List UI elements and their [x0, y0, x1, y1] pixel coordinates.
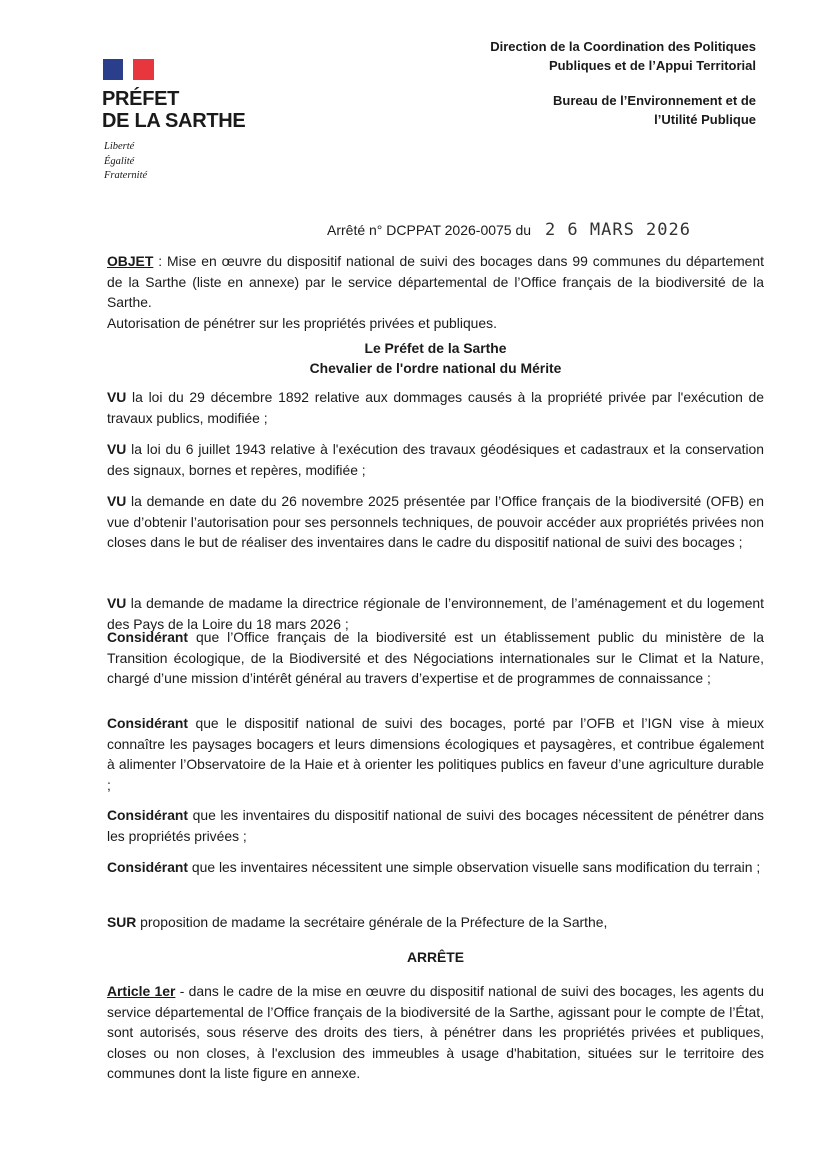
considerant-text: que l’Office français de la biodiversité est un établissement public du ministère de la Transition écologique, de la Biodiversité et des Négociations internationales sur le Climat et la Nature, chargé d’une mission d’intérêt général au travers d’expertise et de programmes de connaissance ; [107, 629, 764, 686]
considerant-4 [107, 857, 764, 878]
considerant-text: que les inventaires nécessitent une simple observation visuelle sans modification du terrain ; [188, 859, 761, 875]
arrete-number: Arrêté n° DCPPAT 2026-0075 du [327, 222, 532, 238]
arrete-title [327, 220, 691, 240]
visa-2 [107, 439, 764, 480]
visa-keyword: VU [107, 595, 127, 611]
direction-heading [490, 37, 756, 75]
prefet-line2: DE LA SARTHE [102, 110, 246, 132]
bureau-line2: l’Utilité Publique [654, 112, 756, 127]
devise [104, 140, 147, 184]
considerant-keyword: Considérant [107, 629, 189, 645]
bureau-line1: Bureau de l’Environnement et de [553, 93, 756, 108]
signatory-title: Le Préfet de la Sarthe [364, 340, 507, 356]
objet-label: OBJET [107, 253, 154, 269]
signatory [107, 338, 764, 378]
visa-3 [107, 491, 764, 553]
sur-proposition [107, 912, 764, 933]
visa-keyword: VU [107, 493, 127, 509]
prefet-line1: PRÉFET [102, 88, 180, 110]
considerant-1 [107, 627, 764, 689]
bureau-heading [553, 91, 756, 129]
visa-1 [107, 387, 764, 428]
visa-text: la loi du 29 décembre 1892 relative aux dommages causés à la propriété privée par l'exécution de travaux publics, modifiée ; [107, 389, 764, 426]
considerant-text: que les inventaires du dispositif national de suivi des bocages nécessitent de pénétrer dans les propriétés privées ; [107, 807, 764, 844]
marianne-logo [103, 59, 154, 80]
date-stamp: 2 6 MARS 2026 [544, 220, 691, 240]
article-1 [107, 981, 764, 1084]
considerant-keyword: Considérant [107, 715, 189, 731]
devise-fraternite: Fraternité [104, 170, 148, 181]
objet-line2: Autorisation de pénétrer sur les propriétés privées et publiques. [107, 314, 497, 331]
sur-text: proposition de madame la secrétaire générale de la Préfecture de la Sarthe, [136, 914, 608, 930]
article-1-label: Article 1er [107, 983, 176, 999]
visa-keyword: VU [107, 441, 127, 457]
visa-text: la loi du 6 juillet 1943 relative à l'exécution des travaux géodésiques et cadastraux et la conservation des signaux, bornes et repères, modifiée ; [107, 441, 764, 478]
sur-keyword: SUR [107, 914, 137, 930]
devise-liberte: Liberté [104, 141, 135, 152]
visa-keyword: VU [107, 389, 127, 405]
signatory-distinction: Chevalier de l'ordre national du Mérite [309, 360, 562, 376]
direction-line2: Publiques et de l’Appui Territorial [548, 58, 756, 73]
direction-line1: Direction de la Coordination des Politiques [490, 39, 756, 54]
devise-egalite: Égalité [104, 155, 135, 167]
article-1-text: - dans le cadre de la mise en œuvre du dispositif national de suivi des bocages, les agents du service départemental de l’Office français de la biodiversité de la Sarthe, agissant pour le compte de l’État, sont autorisés, sous réserve des droits des tiers, à pénétrer dans les propriétés privées et publiques, closes ou non closes, à l'exclusion des immeubles à usage d'habitation, situées sur le territoire des communes dont la liste figure en annexe. [107, 983, 764, 1081]
considerant-2 [107, 713, 764, 795]
considerant-text: que le dispositif national de suivi des bocages, porté par l’OFB et l’IGN vise à mieux connaître les paysages bocagers et leurs dimensions écologiques et paysagères, et contribue également à alimenter l’Observatoire de la Haie et à orienter les politiques publics en faveur d’une agriculture durable ; [107, 715, 764, 793]
visa-text: la demande de madame la directrice régionale de l’environnement, de l’aménagement et du logement des Pays de la Loire du 18 mars 2026 ; [107, 595, 764, 632]
prefet-logo-text [102, 88, 245, 132]
considerant-keyword: Considérant [107, 807, 189, 823]
objet-text: : Mise en œuvre du dispositif national de suivi des bocages dans 99 communes du département de la Sarthe (liste en annexe) par le service départemental de l’Office français de la biodiversité de la Sarthe. [107, 253, 764, 310]
considerant-3 [107, 805, 764, 846]
objet-section [107, 251, 764, 333]
visa-text: la demande en date du 26 novembre 2025 présentée par l’Office français de la biodiversité (OFB) en vue d’obtenir l’autorisation pour ses personnels techniques, de pouvoir accéder aux propriétés privées non closes dans le but de réaliser des inventaires dans le cadre du dispositif national de suivi des bocages ; [107, 493, 764, 550]
considerant-keyword: Considérant [107, 859, 189, 875]
arrete-heading: ARRÊTE [406, 949, 465, 965]
